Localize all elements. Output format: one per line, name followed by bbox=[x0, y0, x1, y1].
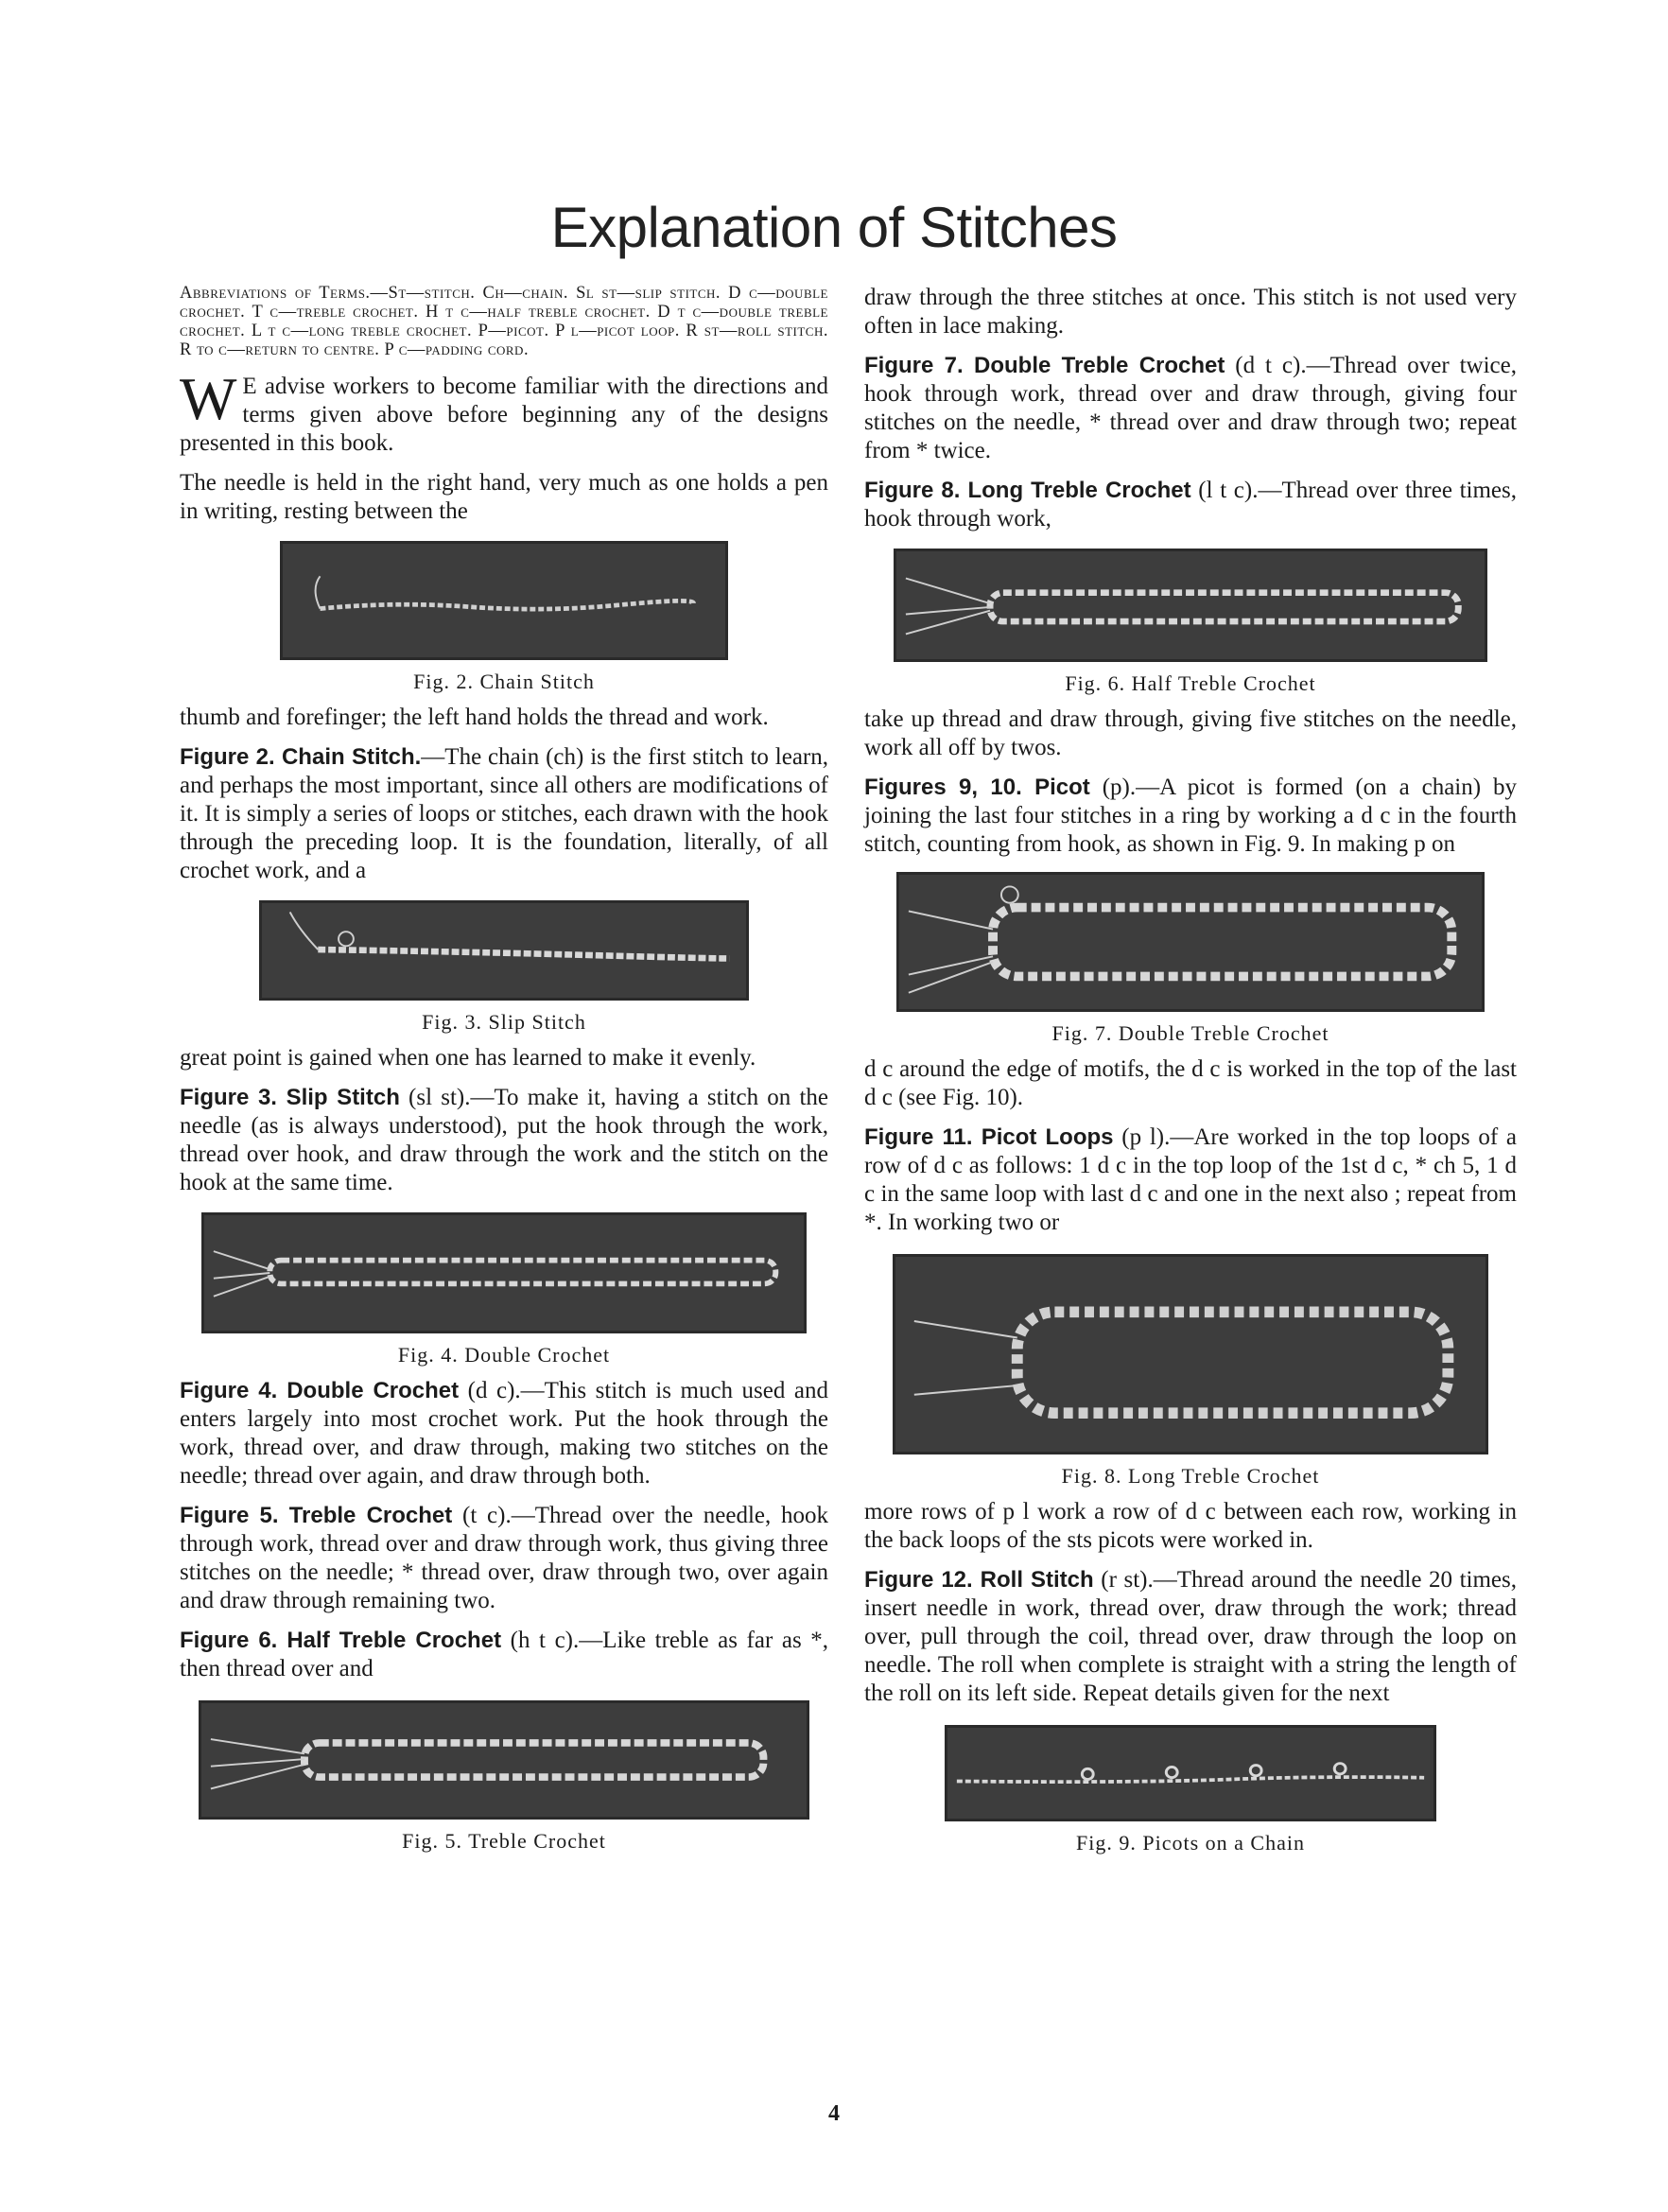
figure-5-treble-crochet-photo bbox=[199, 1700, 809, 1820]
figure-4-caption: Fig. 4. Double Crochet bbox=[397, 1343, 611, 1367]
page-number: 4 bbox=[828, 2101, 840, 2126]
figure-12-heading: Figure 12. Roll Stitch bbox=[864, 1567, 1094, 1593]
figure-4-heading: Figure 4. Double Crochet bbox=[180, 1378, 460, 1403]
figure-7-double-treble-crochet-photo bbox=[896, 872, 1485, 1012]
figure-6-text: (h t c).—Like treble as far as *, then thread over and bbox=[180, 1628, 828, 1681]
figure-8-long-treble-crochet-photo bbox=[893, 1254, 1488, 1454]
figure-6-heading: Figure 6. Half Treble Crochet bbox=[180, 1628, 502, 1653]
intro-paragraph bbox=[180, 365, 828, 458]
figure-4-double-crochet-photo bbox=[201, 1212, 807, 1333]
take-paragraph: take up thread and draw through, giving five stitches on the needle, work all off by twos. bbox=[864, 706, 1517, 760]
figure-9-paragraph bbox=[864, 774, 1517, 859]
figure-3-slip-stitch-photo bbox=[259, 900, 749, 1001]
figure-2-caption: Fig. 2. Chain Stitch bbox=[413, 670, 595, 693]
abbreviations-text: Abbreviations of Terms.—St—stitch. Ch—chain. Sl st—slip stitch. D c—double crochet. T c—treble crochet. H t c—half treble crochet. D t c—double treble crochet. L t c—long treble crochet. P—picot. P l—picot loop. R st—roll stitch. R to c—return to centre. P c—padding cord. bbox=[180, 284, 828, 359]
figure-4-paragraph bbox=[180, 1377, 828, 1490]
intro-text: E advise workers to become familiar with the directions and terms given above before beginning any of the designs presented in this book. bbox=[180, 374, 828, 456]
figure-11-paragraph bbox=[864, 1123, 1517, 1237]
dc-paragraph: d c around the edge of motifs, the d c is worked in the top of the last d c (see Fig. 10). bbox=[864, 1056, 1517, 1110]
figure-3-paragraph bbox=[180, 1084, 828, 1197]
thumb-paragraph: thumb and forefinger; the left hand holds the thread and work. bbox=[180, 705, 769, 730]
figure-2-text: —The chain (ch) is the first stitch to learn, and perhaps the most important, since all others are modifications of it. It is simply a series of loops or stitches, each drawn with the hook through the preceding loop. It is the foundation, literally, of all crochet work, and a bbox=[180, 744, 829, 883]
draw-paragraph: draw through the three stitches at once. This stitch is not used very often in lace making. bbox=[864, 285, 1517, 339]
great-paragraph: great point is gained when one has learned to make it evenly. bbox=[180, 1045, 756, 1071]
page-title: Explanation of Stitches bbox=[550, 196, 1118, 259]
figure-2-paragraph bbox=[180, 743, 828, 885]
figure-9-heading: Figures 9, 10. Picot bbox=[864, 775, 1090, 800]
figure-3-caption: Fig. 3. Slip Stitch bbox=[422, 1010, 586, 1034]
figure-9-caption: Fig. 9. Picots on a Chain bbox=[1076, 1831, 1305, 1855]
needle-paragraph: The needle is held in the right hand, very much as one holds a pen in writing, resting between the bbox=[180, 470, 828, 524]
right-column bbox=[864, 284, 1517, 1865]
more-paragraph: more rows of p l work a row of d c between each row, working in the back loops of the sts picots were worked in. bbox=[864, 1499, 1517, 1553]
drop-cap: W bbox=[180, 365, 237, 432]
left-column bbox=[180, 284, 828, 1863]
figure-8-paragraph bbox=[864, 477, 1517, 533]
figure-6-paragraph bbox=[180, 1627, 828, 1683]
figure-11-text: (p l).—Are worked in the top loops of a row of d c as follows: 1 d c in the top loop of the 1st d c, * ch 5, 1 d c in the same loop with last d c and one in the next also ; repeat from *. In working two or bbox=[864, 1124, 1517, 1235]
figure-7-heading: Figure 7. Double Treble Crochet bbox=[864, 353, 1225, 378]
figure-12-text: (r st).—Thread around the needle 20 times, insert needle in work, thread over, draw through the work; thread over, pull through the coil, thread over, draw through the loop on needle. The roll when complete is straight with a string the length of the roll on its left side. Repeat details given for the next bbox=[864, 1567, 1517, 1706]
figure-7-caption: Fig. 7. Double Treble Crochet bbox=[1051, 1021, 1329, 1045]
figure-4-text: (d c).—This stitch is much used and enters largely into most crochet work. Put the hook through the work, thread over, and draw through, making two stitches on the needle; thread over again, and draw through both. bbox=[180, 1378, 828, 1489]
figure-9-text: (p).—A picot is formed (on a chain) by joining the last four stitches in a ring by working a d c in the fourth stitch, counting from hook, as shown in Fig. 9. In making p on bbox=[864, 775, 1517, 857]
figure-6-caption: Fig. 6. Half Treble Crochet bbox=[1065, 671, 1316, 695]
figure-6-half-treble-crochet-photo bbox=[894, 549, 1487, 662]
figure-5-caption: Fig. 5. Treble Crochet bbox=[402, 1829, 606, 1853]
figure-3-heading: Figure 3. Slip Stitch bbox=[180, 1085, 400, 1110]
figure-7-text: (d t c).—Thread over twice, hook through work, thread over and draw through, giving four stitches on the needle, * thread over and draw through two; repeat from * twice. bbox=[864, 353, 1517, 463]
figure-11-heading: Figure 11. Picot Loops bbox=[864, 1124, 1114, 1150]
figure-7-paragraph bbox=[864, 352, 1517, 465]
figure-3-text: (sl st).—To make it, having a stitch on the needle (as is always understood), put the hook through the work, thread over hook, and draw through the work and the stitch on the hook at the same time. bbox=[180, 1085, 828, 1195]
figure-12-paragraph bbox=[864, 1566, 1517, 1708]
figure-5-text: (t c).—Thread over the needle, hook through work, thread over and draw through work, thus giving three stitches on the needle; * thread over, draw through two, over again and draw through remaining two. bbox=[180, 1503, 828, 1613]
figure-2-chain-stitch-photo bbox=[280, 541, 728, 660]
figure-9-picots-photo bbox=[945, 1725, 1436, 1821]
figure-8-heading: Figure 8. Long Treble Crochet bbox=[864, 478, 1191, 503]
figure-8-text: (l t c).—Thread over three times, hook through work, bbox=[864, 478, 1517, 531]
figure-2-heading: Figure 2. Chain Stitch. bbox=[180, 744, 422, 770]
figure-5-paragraph bbox=[180, 1502, 828, 1615]
figure-5-heading: Figure 5. Treble Crochet bbox=[180, 1503, 453, 1528]
figure-8-caption: Fig. 8. Long Treble Crochet bbox=[1061, 1464, 1320, 1488]
